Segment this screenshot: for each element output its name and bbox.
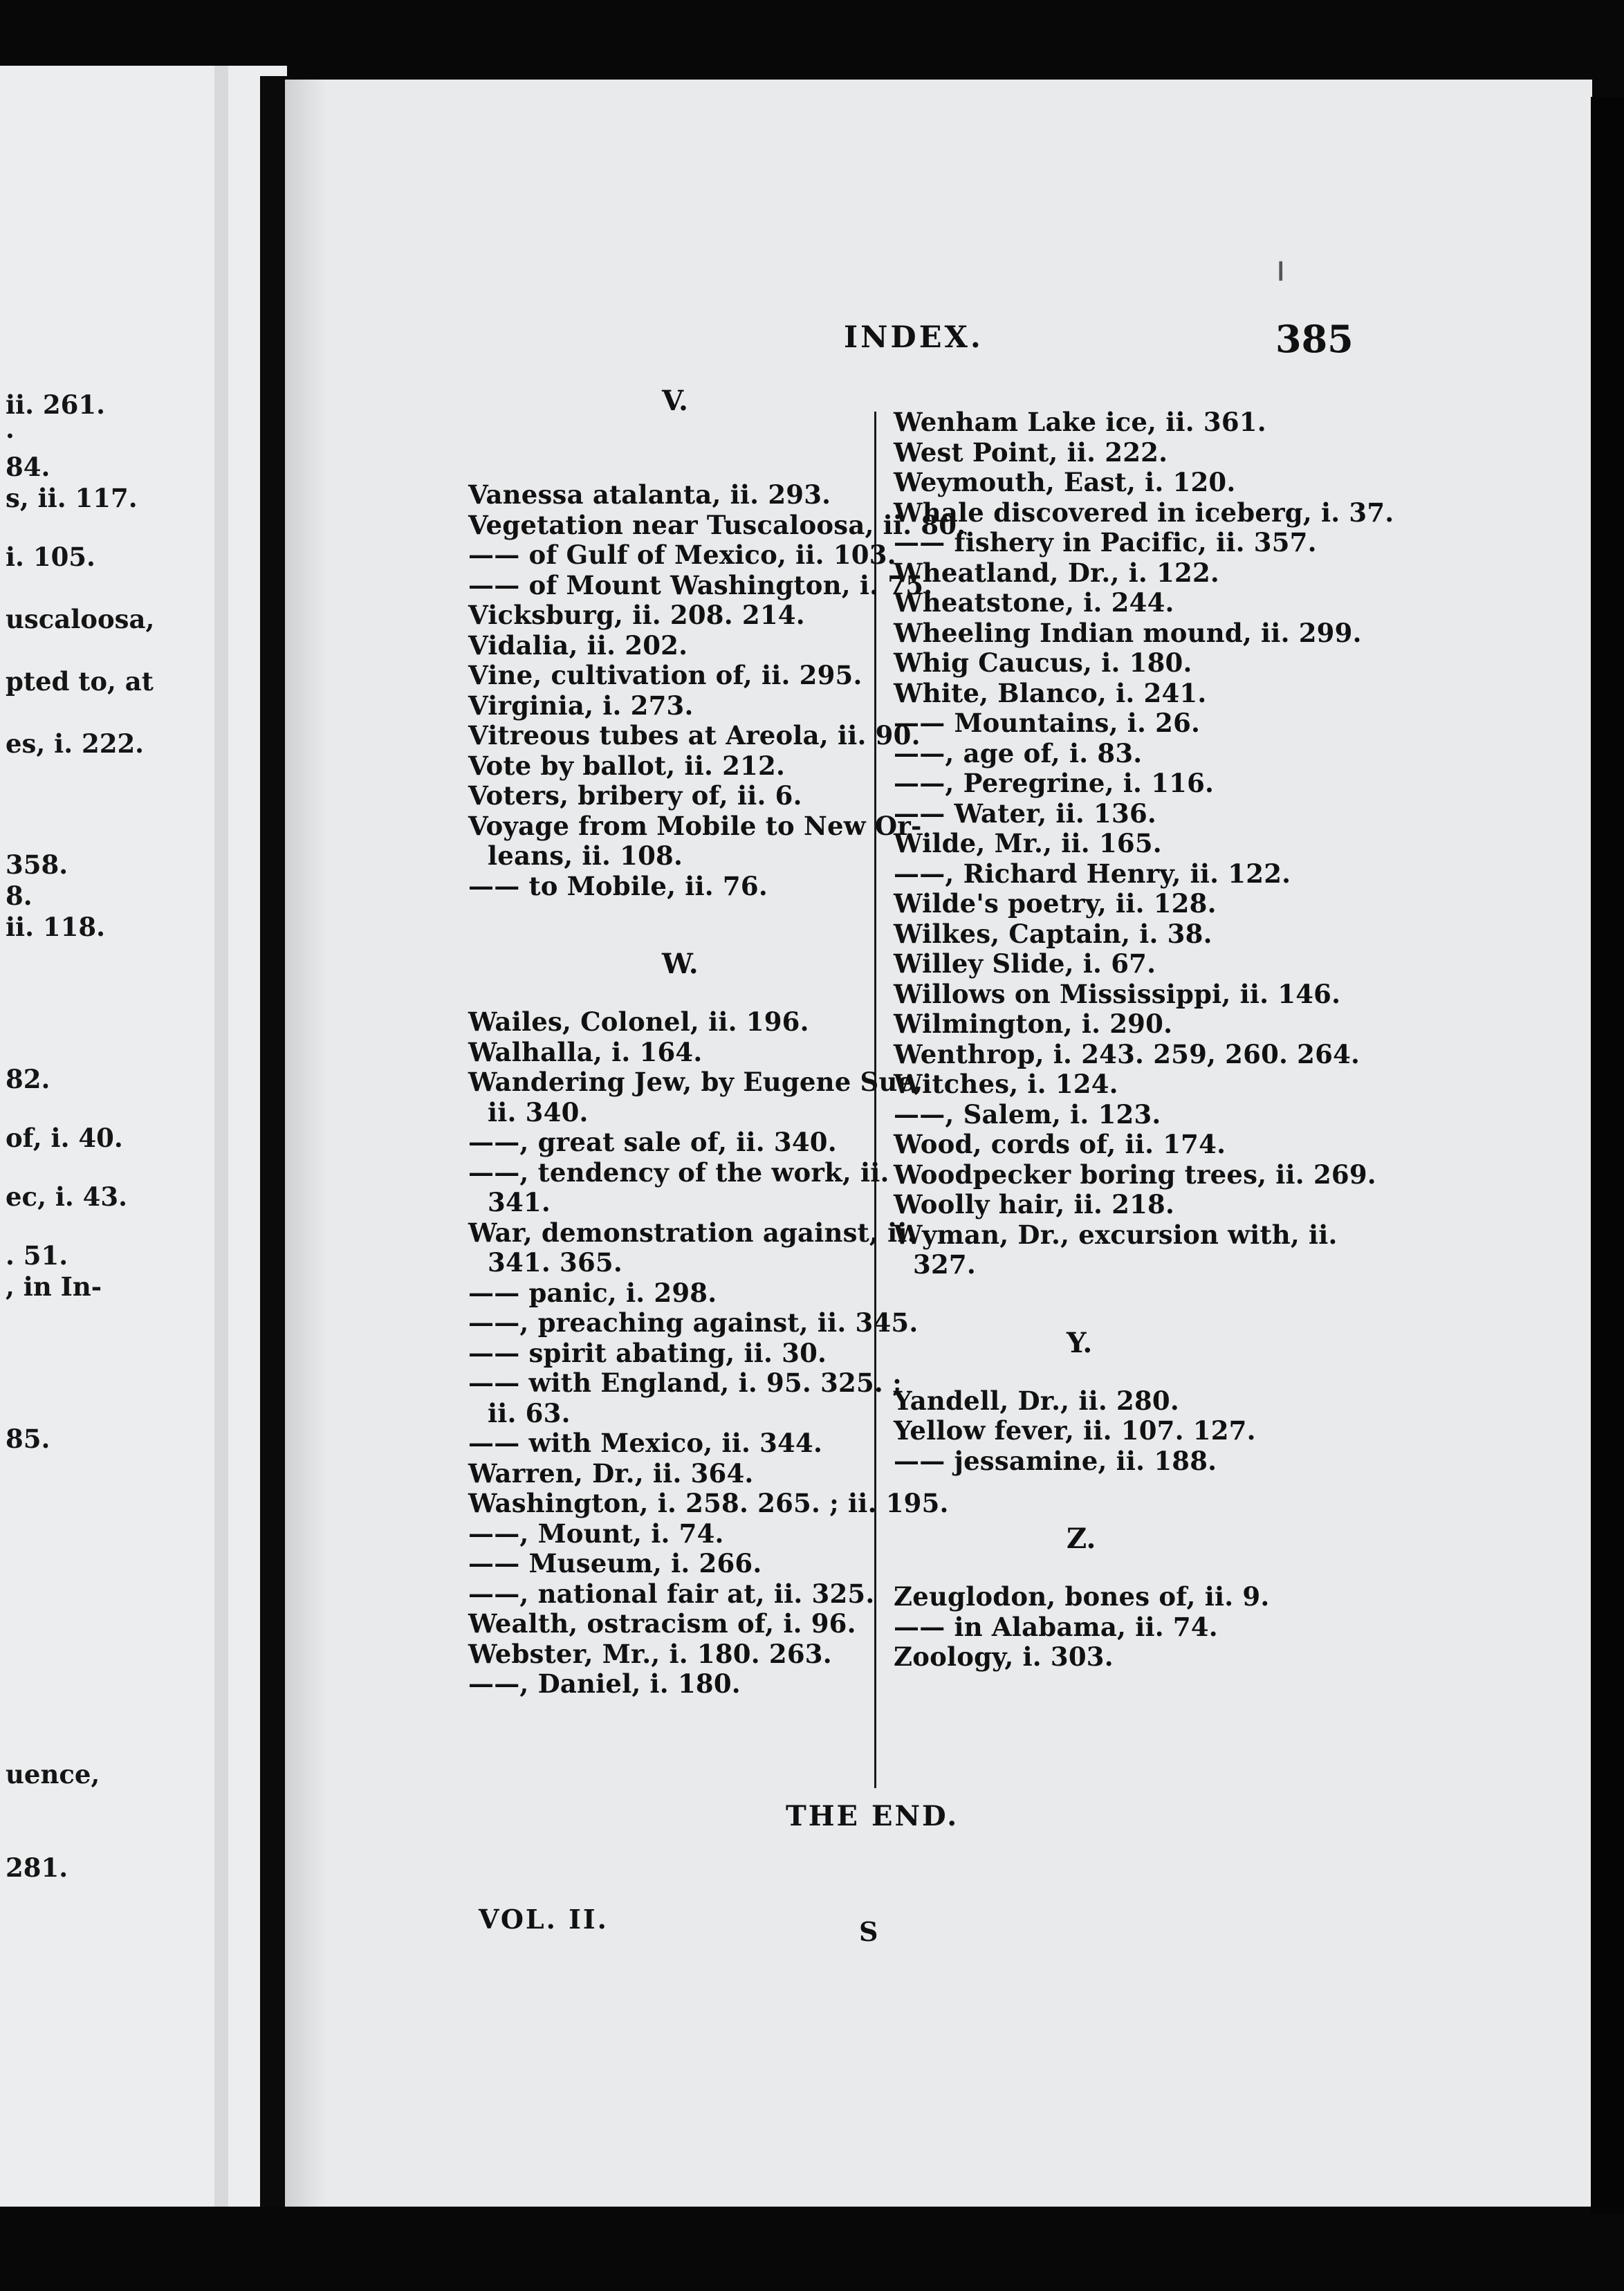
index-page — [285, 80, 1592, 2207]
print-mark: ❙ — [1273, 258, 1289, 281]
the-end: THE END. — [786, 1800, 959, 1832]
left-page-line: 8. — [6, 881, 33, 911]
index-entry: —— panic, i. 298. — [468, 1277, 717, 1308]
index-entry: Wailes, Colonel, ii. 196. — [468, 1006, 809, 1037]
index-entry: Zeuglodon, bones of, ii. 9. — [894, 1581, 1270, 1612]
left-page-line: 82. — [6, 1064, 50, 1094]
index-entry: Vegetation near Tuscaloosa, ii. 80. — [468, 509, 966, 540]
index-entry: Washington, i. 258. 265. ; ii. 195. — [468, 1488, 949, 1518]
index-entry: Warren, Dr., ii. 364. — [468, 1457, 754, 1489]
section-letter: Y. — [1067, 1326, 1093, 1359]
section-letter: Z. — [1067, 1522, 1096, 1555]
index-entry: Vidalia, ii. 202. — [468, 629, 688, 661]
index-entry: ii. 63. — [488, 1397, 571, 1428]
signature-mark: S — [859, 1916, 878, 1947]
index-entry: Zoology, i. 303. — [894, 1641, 1114, 1672]
index-entry: Wheatstone, i. 244. — [894, 587, 1174, 618]
index-entry: —— Museum, i. 266. — [468, 1548, 762, 1579]
index-entry: Wandering Jew, by Eugene Sue, — [468, 1067, 923, 1097]
index-entry: Yellow fever, ii. 107. 127. — [894, 1415, 1256, 1446]
index-entry: Willey Slide, i. 67. — [894, 948, 1156, 979]
left-page-line: . 51. — [6, 1240, 68, 1271]
page-number: 385 — [1275, 317, 1354, 361]
index-entry: —— with Mexico, ii. 344. — [468, 1428, 823, 1458]
index-entry: Voters, bribery of, ii. 6. — [468, 780, 802, 811]
index-entry: Webster, Mr., i. 180. 263. — [468, 1638, 832, 1669]
index-entry: ——, Salem, i. 123. — [894, 1098, 1161, 1130]
index-entry: Wilde's poetry, ii. 128. — [894, 888, 1217, 919]
left-page-line: pted to, at — [6, 666, 154, 697]
index-entry: Wheeling Indian mound, ii. 299. — [894, 617, 1362, 648]
index-entry: Whale discovered in iceberg, i. 37. — [894, 497, 1394, 528]
left-page-edge — [214, 66, 228, 2207]
index-entry: White, Blanco, i. 241. — [894, 677, 1207, 708]
index-entry: Vine, cultivation of, ii. 295. — [468, 660, 862, 690]
index-entry: ——, great sale of, ii. 340. — [468, 1127, 837, 1157]
left-page-line: 358. — [6, 849, 68, 880]
index-entry: Woodpecker boring trees, ii. 269. — [894, 1159, 1376, 1190]
left-page-line: es, i. 222. — [6, 728, 145, 759]
index-entry: Woolly hair, ii. 218. — [894, 1189, 1175, 1220]
index-entry: ——, age of, i. 83. — [894, 737, 1143, 769]
index-entry: 341. — [488, 1187, 551, 1217]
left-page-line: uence, — [6, 1759, 100, 1789]
left-page-line: of, i. 40. — [6, 1123, 123, 1153]
index-entry: Wealth, ostracism of, i. 96. — [468, 1608, 856, 1639]
index-entry: Vanessa atalanta, ii. 293. — [468, 479, 831, 510]
index-entry: Wilde, Mr., ii. 165. — [894, 828, 1162, 858]
index-entry: Yandell, Dr., ii. 280. — [894, 1385, 1179, 1416]
left-page-line: 84. — [6, 452, 50, 482]
index-entry: Wood, cords of, ii. 174. — [894, 1129, 1226, 1159]
left-page-line: ii. 118. — [6, 912, 105, 942]
index-entry: —— Mountains, i. 26. — [894, 708, 1201, 738]
index-entry: —— of Mount Washington, i. 75. — [468, 569, 933, 600]
index-entry: —— fishery in Pacific, ii. 357. — [894, 527, 1317, 558]
index-entry: ——, Daniel, i. 180. — [468, 1668, 741, 1699]
index-entry: Vote by ballot, ii. 212. — [468, 750, 786, 781]
index-entry: —— spirit abating, ii. 30. — [468, 1337, 827, 1368]
index-entry: War, demonstration against, ii. — [468, 1217, 916, 1248]
index-entry: Willows on Mississippi, ii. 146. — [894, 978, 1341, 1009]
left-page-line: ii. 261. — [6, 389, 105, 420]
index-entry: Voyage from Mobile to New Or- — [468, 810, 922, 841]
column-rule — [874, 412, 876, 1788]
index-entry: —— Water, ii. 136. — [894, 798, 1156, 829]
left-page-line: ec, i. 43. — [6, 1181, 128, 1212]
index-entry: ——, Mount, i. 74. — [468, 1518, 724, 1549]
left-page-line: · — [6, 421, 15, 451]
index-entry: 327. — [913, 1249, 976, 1280]
left-page-line: uscaloosa, — [6, 604, 155, 634]
index-entry: ——, tendency of the work, ii. — [468, 1157, 889, 1188]
left-page-line: 281. — [6, 1852, 68, 1883]
section-letter: V. — [662, 385, 688, 417]
index-entry: West Point, ii. 222. — [894, 436, 1168, 468]
right-scan-edge — [1591, 97, 1624, 2214]
index-entry: Vicksburg, ii. 208. 214. — [468, 600, 805, 630]
index-entry: —— with England, i. 95. 325. ; — [468, 1368, 902, 1398]
index-entry: Wilkes, Captain, i. 38. — [894, 918, 1212, 949]
index-entry: ——, Peregrine, i. 116. — [894, 768, 1215, 798]
index-entry: Virginia, i. 273. — [468, 690, 694, 721]
left-page-line: i. 105. — [6, 542, 95, 572]
index-entry: ——, preaching against, ii. 345. — [468, 1307, 919, 1338]
section-letter: W. — [662, 948, 699, 980]
index-entry: —— in Alabama, ii. 74. — [894, 1611, 1218, 1642]
left-facing-page — [0, 66, 287, 2207]
running-head: INDEX. — [844, 320, 984, 355]
index-entry: Whig Caucus, i. 180. — [894, 647, 1192, 678]
index-entry: Wheatland, Dr., i. 122. — [894, 557, 1219, 588]
index-entry: ——, Richard Henry, ii. 122. — [894, 858, 1291, 889]
index-entry: Vitreous tubes at Areola, ii. 90. — [468, 720, 921, 751]
index-entry: —— jessamine, ii. 188. — [894, 1445, 1217, 1476]
index-entry: Wenthrop, i. 243. 259, 260. 264. — [894, 1038, 1360, 1069]
left-page-line: s, ii. 117. — [6, 483, 138, 513]
index-entry: 341. 365. — [488, 1247, 622, 1278]
left-page-line: , in In- — [6, 1271, 102, 1302]
index-entry: Wilmington, i. 290. — [894, 1009, 1173, 1039]
index-entry: Witches, i. 124. — [894, 1069, 1118, 1099]
page-shadow — [285, 80, 326, 2207]
index-entry: Wenham Lake ice, ii. 361. — [894, 407, 1266, 437]
index-entry: —— of Gulf of Mexico, ii. 103. — [468, 540, 896, 570]
index-entry: Walhalla, i. 164. — [468, 1036, 703, 1067]
index-entry: Weymouth, East, i. 120. — [894, 467, 1236, 497]
index-entry: —— to Mobile, ii. 76. — [468, 870, 768, 901]
index-entry: ii. 340. — [488, 1096, 589, 1128]
index-entry: ——, national fair at, ii. 325. — [468, 1578, 875, 1609]
volume-signature: VOL. II. — [479, 1904, 609, 1935]
left-page-line: 85. — [6, 1424, 50, 1454]
index-entry: leans, ii. 108. — [488, 840, 683, 871]
index-entry: Wyman, Dr., excursion with, ii. — [894, 1219, 1338, 1250]
